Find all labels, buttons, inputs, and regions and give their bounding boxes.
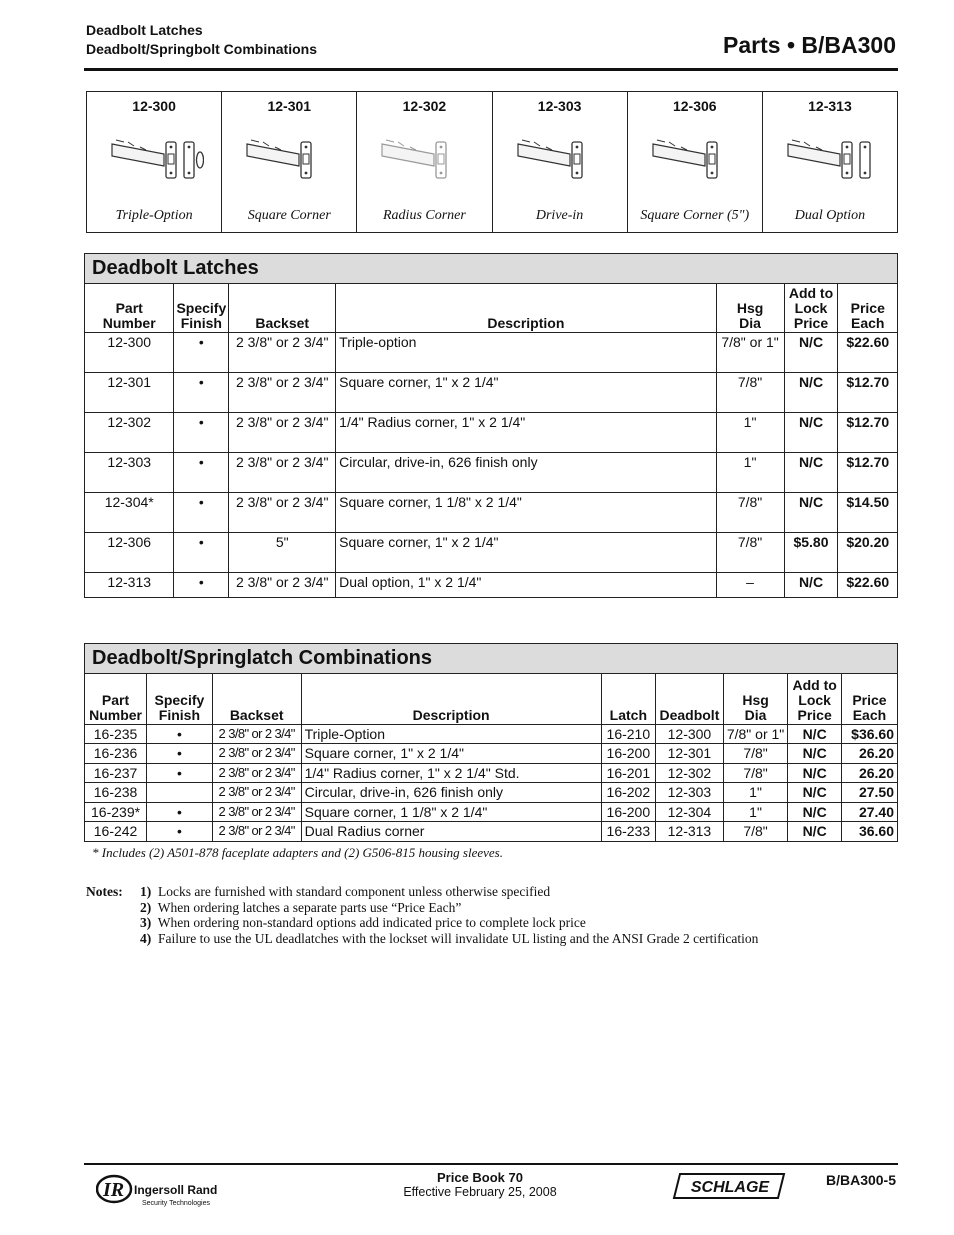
cell-add-to-lock-price: N/C (788, 744, 842, 764)
cell-price-each: 27.50 (841, 783, 897, 803)
cell-description: Square corner, 1" x 2 1/4" (301, 744, 601, 764)
cell-add-to-lock-price: N/C (788, 802, 842, 822)
page-number: B/BA300-5 (825, 1172, 896, 1188)
cell-description: Square corner, 1" x 2 1/4" (336, 372, 716, 412)
logo-brand-name: Ingersoll Rand (134, 1183, 218, 1197)
cell-price-each: $12.70 (838, 372, 897, 412)
cell-add-to-lock-price: N/C (788, 763, 842, 783)
cell-backset: 2 3/8" or 2 3/4" (212, 744, 301, 764)
cell-hsg-dia: – (716, 572, 784, 597)
cell-hsg-dia: 7/8" (723, 744, 788, 764)
cell-deadbolt: 12-304 (656, 802, 724, 822)
cell-add-to-lock-price: N/C (788, 783, 842, 803)
col-specify-finish: Specify Finish (147, 674, 213, 724)
cell-backset: 2 3/8" or 2 3/4" (229, 372, 336, 412)
cell-backset: 2 3/8" or 2 3/4" (229, 572, 336, 597)
cell-price-each: $20.20 (838, 532, 897, 572)
cell-part-number: 16-236 (85, 744, 147, 764)
schlage-logo (672, 1172, 788, 1205)
col-description: Description (301, 674, 601, 724)
cell-deadbolt: 12-302 (656, 763, 724, 783)
cell-hsg-dia: 1" (723, 802, 788, 822)
cell-description: Triple-option (336, 332, 716, 372)
cell-specify-finish: • (174, 532, 229, 572)
cell-specify-finish: • (174, 452, 229, 492)
table-row (85, 802, 897, 822)
cell-part-number: 16-238 (85, 783, 147, 803)
cell-price-each: $12.70 (838, 452, 897, 492)
cell-latch: 16-201 (601, 763, 656, 783)
page-title: Parts • B/BA300 (723, 32, 896, 58)
table-row (85, 532, 897, 572)
cell-price-each: 36.60 (858, 823, 894, 839)
table-row (85, 744, 897, 764)
cell-backset: 2 3/8" or 2 3/4" (212, 822, 301, 841)
footnote: * Includes (2) A501-878 faceplate adapters and (2) G506-815 housing sleeves. (92, 845, 503, 860)
cell-price-each: $22.60 (846, 573, 890, 590)
cell-latch: 16-200 (601, 744, 656, 764)
cell-description: Square corner, 1 1/8" x 2 1/4" (301, 802, 601, 822)
col-deadbolt: Deadbolt (656, 674, 724, 724)
note-text: When ordering latches a separate parts use “Price Each” (157, 899, 462, 915)
cell-description: Dual Radius corner (301, 822, 601, 841)
product-number: 12-313 (808, 98, 852, 114)
cell-part-number: 16-235 (85, 724, 147, 744)
product-cell (493, 92, 628, 232)
cell-specify-finish: • (147, 802, 213, 822)
cell-backset: 2 3/8" or 2 3/4" (212, 763, 301, 783)
cell-latch: 16-233 (601, 822, 656, 841)
cell-latch: 16-200 (601, 802, 656, 822)
cell-part-number: 12-300 (85, 332, 174, 372)
product-caption: Triple-Option (115, 208, 193, 223)
cell-part-number: 12-302 (85, 412, 174, 452)
cell-hsg-dia: 7/8" (716, 532, 784, 572)
latch-illustration-icon (104, 130, 204, 190)
cell-description: Square corner, 1 1/8" x 2 1/4" (336, 492, 716, 532)
col-latch: Latch (601, 674, 656, 724)
cell-latch: 16-210 (601, 724, 656, 744)
note-number: 1) (140, 884, 152, 899)
note-number: 4) (140, 930, 152, 946)
note-item (140, 931, 758, 947)
cell-hsg-dia: 7/8" (716, 492, 784, 532)
cell-backset: 2 3/8" or 2 3/4" (229, 332, 336, 372)
cell-specify-finish (147, 783, 213, 803)
col-backset: Backset (229, 284, 336, 332)
product-caption: Square Corner (247, 208, 331, 223)
cell-description: Dual option, 1" x 2 1/4" (336, 572, 716, 597)
table-row (85, 822, 897, 841)
col-add-to-lock-price: Add to Lock Price (788, 674, 842, 724)
table-row (85, 763, 897, 783)
cell-specify-finish: • (174, 492, 229, 532)
table-title: Deadbolt/Springlatch Combinations (85, 644, 897, 674)
col-specify-finish: Specify Finish (174, 284, 229, 332)
cell-hsg-dia: 1" (716, 412, 784, 452)
cell-backset: 2 3/8" or 2 3/4" (229, 412, 336, 452)
section-heading-2: Deadbolt/Springbolt Combinations (86, 41, 317, 57)
schlage-wordmark: SCHLAGE (690, 1179, 770, 1196)
cell-backset: 2 3/8" or 2 3/4" (229, 492, 336, 532)
cell-backset: 2 3/8" or 2 3/4" (212, 802, 301, 822)
cell-backset: 2 3/8" or 2 3/4" (229, 452, 336, 492)
cell-add-to-lock-price: N/C (784, 572, 838, 597)
col-hsg-dia: Hsg Dia (716, 284, 784, 332)
price-book-label: Price Book 70 (437, 1170, 523, 1185)
cell-add-to-lock-price: N/C (788, 822, 842, 841)
cell-hsg-dia: 7/8" (723, 822, 788, 841)
cell-part-number: 12-301 (85, 372, 174, 412)
product-number: 12-303 (537, 98, 582, 114)
footer-divider (84, 1163, 898, 1165)
cell-description: Triple-Option (301, 724, 601, 744)
deadbolt-latches-table (84, 253, 898, 598)
col-add-to-lock-price: Add to Lock Price (784, 284, 838, 332)
cell-specify-finish: • (147, 763, 213, 783)
cell-description: Square corner, 1" x 2 1/4" (336, 532, 716, 572)
cell-add-to-lock-price: $5.80 (784, 532, 838, 572)
table-row (85, 332, 897, 372)
cell-deadbolt: 12-313 (656, 822, 724, 841)
cell-hsg-dia: 7/8" or 1" (723, 724, 788, 744)
cell-specify-finish: • (174, 412, 229, 452)
note-text: Failure to use the UL deadlatches with the lockset will invalidate UL listing and the ANSI Grade 2 certification (158, 930, 759, 946)
latch-illustration-icon (374, 130, 474, 190)
cell-price-each: 27.40 (841, 802, 897, 822)
section-heading-1: Deadbolt Latches (86, 22, 203, 38)
col-part-number: Part Number (85, 284, 174, 332)
cell-price-each: $12.70 (838, 412, 897, 452)
cell-price-each: 26.20 (841, 763, 897, 783)
col-description: Description (336, 284, 716, 332)
product-cell (628, 92, 763, 232)
table-row (85, 492, 897, 532)
product-number: 12-300 (132, 98, 176, 114)
cell-description: Circular, drive-in, 626 finish only (336, 452, 716, 492)
table-row (85, 412, 897, 452)
cell-latch: 16-202 (601, 783, 656, 803)
cell-deadbolt: 12-301 (656, 744, 724, 764)
product-cell (357, 92, 492, 232)
cell-specify-finish: • (147, 822, 213, 841)
cell-description: 1/4" Radius corner, 1" x 2 1/4" Std. (301, 763, 601, 783)
cell-deadbolt: 12-300 (656, 724, 724, 744)
latch-illustration-icon (510, 130, 610, 190)
cell-add-to-lock-price: N/C (784, 452, 838, 492)
product-image-strip (86, 91, 898, 233)
note-text: When ordering non-standard options add indicated price to complete lock price (157, 915, 586, 930)
logo-mark: IR (103, 1179, 125, 1201)
cell-hsg-dia: 7/8" or 1" (716, 332, 784, 372)
table-row (85, 724, 897, 744)
logo-brand-sub: Security Technologies (142, 1200, 210, 1207)
col-price-each: Price Each (838, 284, 897, 332)
notes-label: Notes: (86, 884, 123, 899)
cell-part-number: 12-306 (85, 532, 174, 572)
note-item (140, 915, 758, 931)
note-number: 3) (140, 915, 152, 930)
table-row (85, 372, 897, 412)
cell-backset: 5" (229, 532, 336, 572)
cell-part-number: 12-304* (85, 492, 174, 532)
table-row (85, 783, 897, 803)
note-item (140, 884, 758, 900)
cell-part-number: 16-237 (85, 763, 147, 783)
latch-illustration-icon (645, 130, 745, 190)
cell-backset: 2 3/8" or 2 3/4" (212, 724, 301, 744)
cell-add-to-lock-price: N/C (784, 492, 838, 532)
table-row (85, 572, 897, 597)
cell-part-number: 12-313 (85, 572, 174, 597)
cell-add-to-lock-price: N/C (784, 372, 838, 412)
cell-price-each: $36.60 (841, 724, 897, 744)
cell-add-to-lock-price: N/C (788, 724, 842, 744)
effective-date: Effective February 25, 2008 (403, 1185, 557, 1199)
product-caption: Radius Corner (383, 208, 466, 223)
table-title: Deadbolt Latches (85, 254, 897, 284)
cell-price-each: $14.50 (838, 492, 897, 532)
col-price-each: Price Each (841, 674, 897, 724)
ingersoll-rand-logo (96, 1174, 236, 1213)
product-cell (763, 92, 897, 232)
col-backset: Backset (212, 674, 301, 724)
product-caption: Drive-in (535, 208, 584, 223)
note-text: Locks are furnished with standard component unless otherwise specified (158, 884, 551, 899)
cell-specify-finish: • (174, 572, 229, 597)
cell-part-number: 16-242 (85, 822, 147, 841)
product-caption: Dual Option (794, 208, 866, 223)
note-item (140, 900, 758, 916)
cell-hsg-dia: 7/8" (723, 763, 788, 783)
product-cell (222, 92, 357, 232)
cell-hsg-dia: 7/8" (716, 372, 784, 412)
product-cell (87, 92, 222, 232)
header-divider (84, 68, 898, 71)
note-number: 2) (140, 899, 152, 915)
cell-specify-finish: • (147, 724, 213, 744)
product-number: 12-306 (672, 98, 717, 114)
col-part-number: Part Number (85, 674, 147, 724)
cell-specify-finish: • (174, 372, 229, 412)
cell-description: 1/4" Radius corner, 1" x 2 1/4" (336, 412, 716, 452)
latch-illustration-icon (239, 130, 339, 190)
cell-hsg-dia: 1" (723, 783, 788, 803)
cell-part-number: 12-303 (85, 452, 174, 492)
cell-part-number: 16-239* (85, 802, 147, 822)
cell-specify-finish: • (174, 332, 229, 372)
product-number: 12-302 (402, 98, 447, 114)
cell-price-each: $22.60 (838, 332, 897, 372)
cell-description: Circular, drive-in, 626 finish only (301, 783, 601, 803)
latch-illustration-icon (780, 130, 880, 190)
cell-specify-finish: • (147, 744, 213, 764)
cell-hsg-dia: 1" (716, 452, 784, 492)
cell-backset: 2 3/8" or 2 3/4" (212, 783, 301, 803)
table-row (85, 452, 897, 492)
product-number: 12-301 (267, 98, 312, 114)
cell-price-each: 26.20 (841, 744, 897, 764)
cell-deadbolt: 12-303 (656, 783, 724, 803)
cell-add-to-lock-price: N/C (784, 412, 838, 452)
cell-add-to-lock-price: N/C (784, 332, 838, 372)
combinations-table (84, 643, 898, 842)
product-caption: Square Corner (5") (640, 208, 750, 223)
col-hsg-dia: Hsg Dia (723, 674, 788, 724)
